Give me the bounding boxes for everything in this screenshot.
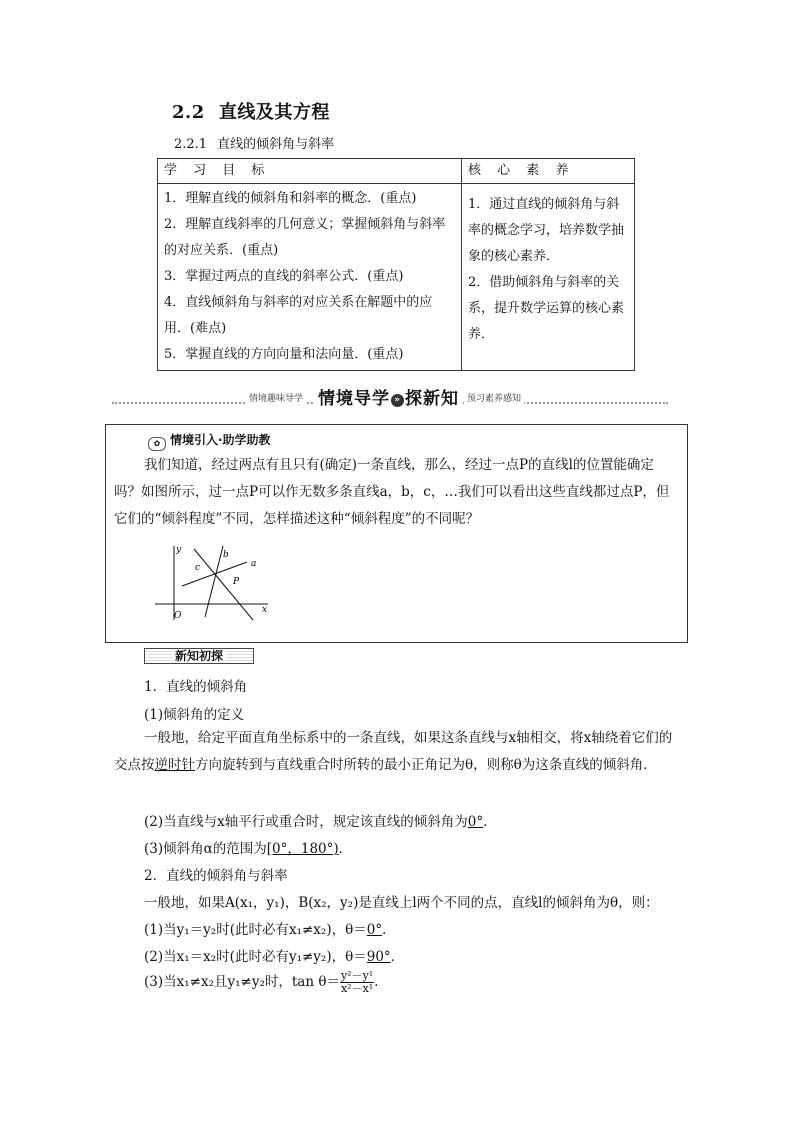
literacy-header: 核 心 素 养 bbox=[462, 159, 635, 184]
slope-numerator: y²－y¹ bbox=[340, 969, 374, 982]
goal-item: 4．直线倾斜角与斜率的对应关系在解题中的应用．(难点) bbox=[164, 295, 433, 336]
case-2-text: (2)当x₁＝x₂时(此时必有y₁≠y₂)，θ＝ bbox=[144, 949, 367, 965]
section-title bbox=[172, 98, 330, 124]
goals-table bbox=[157, 158, 635, 371]
y-label: y bbox=[176, 545, 182, 555]
subsection-number: 2.2.1 bbox=[174, 137, 208, 152]
rule-3-end: ． bbox=[338, 841, 353, 857]
banner-title bbox=[314, 384, 463, 409]
lines-figure bbox=[150, 540, 275, 625]
double-arrow-icon: » bbox=[391, 394, 404, 407]
goals-header: 学 习 目 标 bbox=[158, 159, 462, 184]
subsection-title-text: 直线的倾斜角与斜率 bbox=[217, 137, 335, 152]
heading-2-intro: 一般地，如果A(x₁，y₁)，B(x₂，y₂)是直线上l两个不同的点，直线l的倾斜角为θ，则： bbox=[144, 895, 659, 911]
case-1-end: ． bbox=[382, 922, 396, 938]
new-knowledge-tag-text: 新知初探 bbox=[172, 649, 226, 663]
x-label: x bbox=[262, 605, 268, 615]
case-3 bbox=[144, 970, 388, 995]
label-c: c bbox=[195, 563, 201, 573]
intro-icon: ✿ bbox=[148, 437, 166, 451]
goal-item: 5．掌握直线的方向向量和法向量．(重点) bbox=[164, 347, 404, 362]
definition-answer: 逆时针 bbox=[154, 757, 195, 773]
label-p: P bbox=[233, 577, 240, 587]
case-2-end: ． bbox=[390, 949, 405, 965]
goal-item: 1．理解直线的倾斜角和斜率的概念．(重点) bbox=[164, 191, 417, 206]
literacy-list bbox=[462, 184, 635, 371]
section-number: 2.2 bbox=[172, 102, 205, 123]
goal-item: 2．理解直线斜率的几何意义；掌握倾斜角与斜率的对应关系．(重点) bbox=[164, 217, 446, 258]
case-1 bbox=[144, 918, 396, 938]
case-2-answer: 90° bbox=[366, 949, 391, 965]
slope-denominator: x²－x¹ bbox=[340, 982, 374, 995]
banner-title-right: 探新知 bbox=[405, 389, 459, 409]
new-knowledge-tag bbox=[144, 648, 254, 664]
banner-left-caption: 情境趣味导学 bbox=[246, 391, 306, 404]
rule-3-answer: [0°，180°) bbox=[266, 841, 339, 857]
definition-paragraph bbox=[114, 725, 680, 779]
definition-part-a: 一般地，给定平面直角坐标系中的一条直线，如果这条直线与x轴相交，将x轴绕着它们的交点按 bbox=[114, 730, 673, 773]
intro-heading-text: 情境引入·助学助教 bbox=[170, 433, 271, 447]
intro-paragraph: 我们知道，经过两点有且只有(确定)一条直线，那么，经过一点P的直线l的位置能确定吗？如图所示，过一点P可以作无数多条直线a，b，c，…我们可以看出这些直线都过点P，但它们的“倾斜程度”不同，怎样描述这种“倾斜程度”的不同呢？ bbox=[114, 457, 670, 527]
section-banner bbox=[112, 383, 668, 409]
intro-heading bbox=[148, 431, 271, 451]
origin-label: O bbox=[174, 611, 182, 621]
label-b: b bbox=[223, 550, 229, 560]
slope-fraction bbox=[340, 970, 374, 995]
rule-3 bbox=[144, 837, 352, 857]
goal-item: 3．掌握过两点的直线的斜率公式．(重点) bbox=[164, 269, 404, 284]
heading-2: 2．直线的倾斜角与斜率 bbox=[144, 868, 288, 884]
rule-2-text: (2)当直线与x轴平行或重合时，规定该直线的倾斜角为 bbox=[144, 814, 468, 830]
heading-1: 1．直线的倾斜角 bbox=[144, 679, 248, 695]
banner-right-caption: 预习素养感知 bbox=[464, 391, 524, 404]
literacy-item: 1．通过直线的倾斜角与斜率的概念学习，培养数学抽象的核心素养． bbox=[468, 197, 625, 264]
rule-2 bbox=[144, 810, 497, 830]
banner-title-left: 情境导学 bbox=[318, 389, 390, 409]
rule-3-text: (3)倾斜角α的范围为 bbox=[144, 841, 267, 857]
case-2 bbox=[144, 945, 404, 965]
rule-2-end: ． bbox=[483, 814, 497, 830]
case-3-text: (3)当x₁≠x₂且y₁≠y₂时，tan θ＝ bbox=[144, 974, 340, 990]
rule-2-answer: 0° bbox=[467, 814, 484, 830]
definition-part-b: 方向旋转到与直线重合时所转的最小正角记为θ，则称θ为这条直线的倾斜角． bbox=[195, 757, 657, 773]
case-1-answer: 0° bbox=[366, 922, 383, 938]
case-3-end: ． bbox=[374, 974, 388, 990]
line-b bbox=[205, 546, 223, 617]
heading-1-sub: (1)倾斜角的定义 bbox=[144, 707, 245, 723]
case-1-text: (1)当y₁＝y₂时(此时必有x₁≠x₂)，θ＝ bbox=[144, 922, 367, 938]
subsection-title bbox=[174, 133, 334, 152]
label-a: a bbox=[251, 559, 257, 569]
goals-list bbox=[158, 184, 462, 371]
literacy-item: 2．借助倾斜角与斜率的关系，提升数学运算的核心素养． bbox=[468, 275, 625, 342]
section-title-text: 直线及其方程 bbox=[218, 102, 330, 123]
